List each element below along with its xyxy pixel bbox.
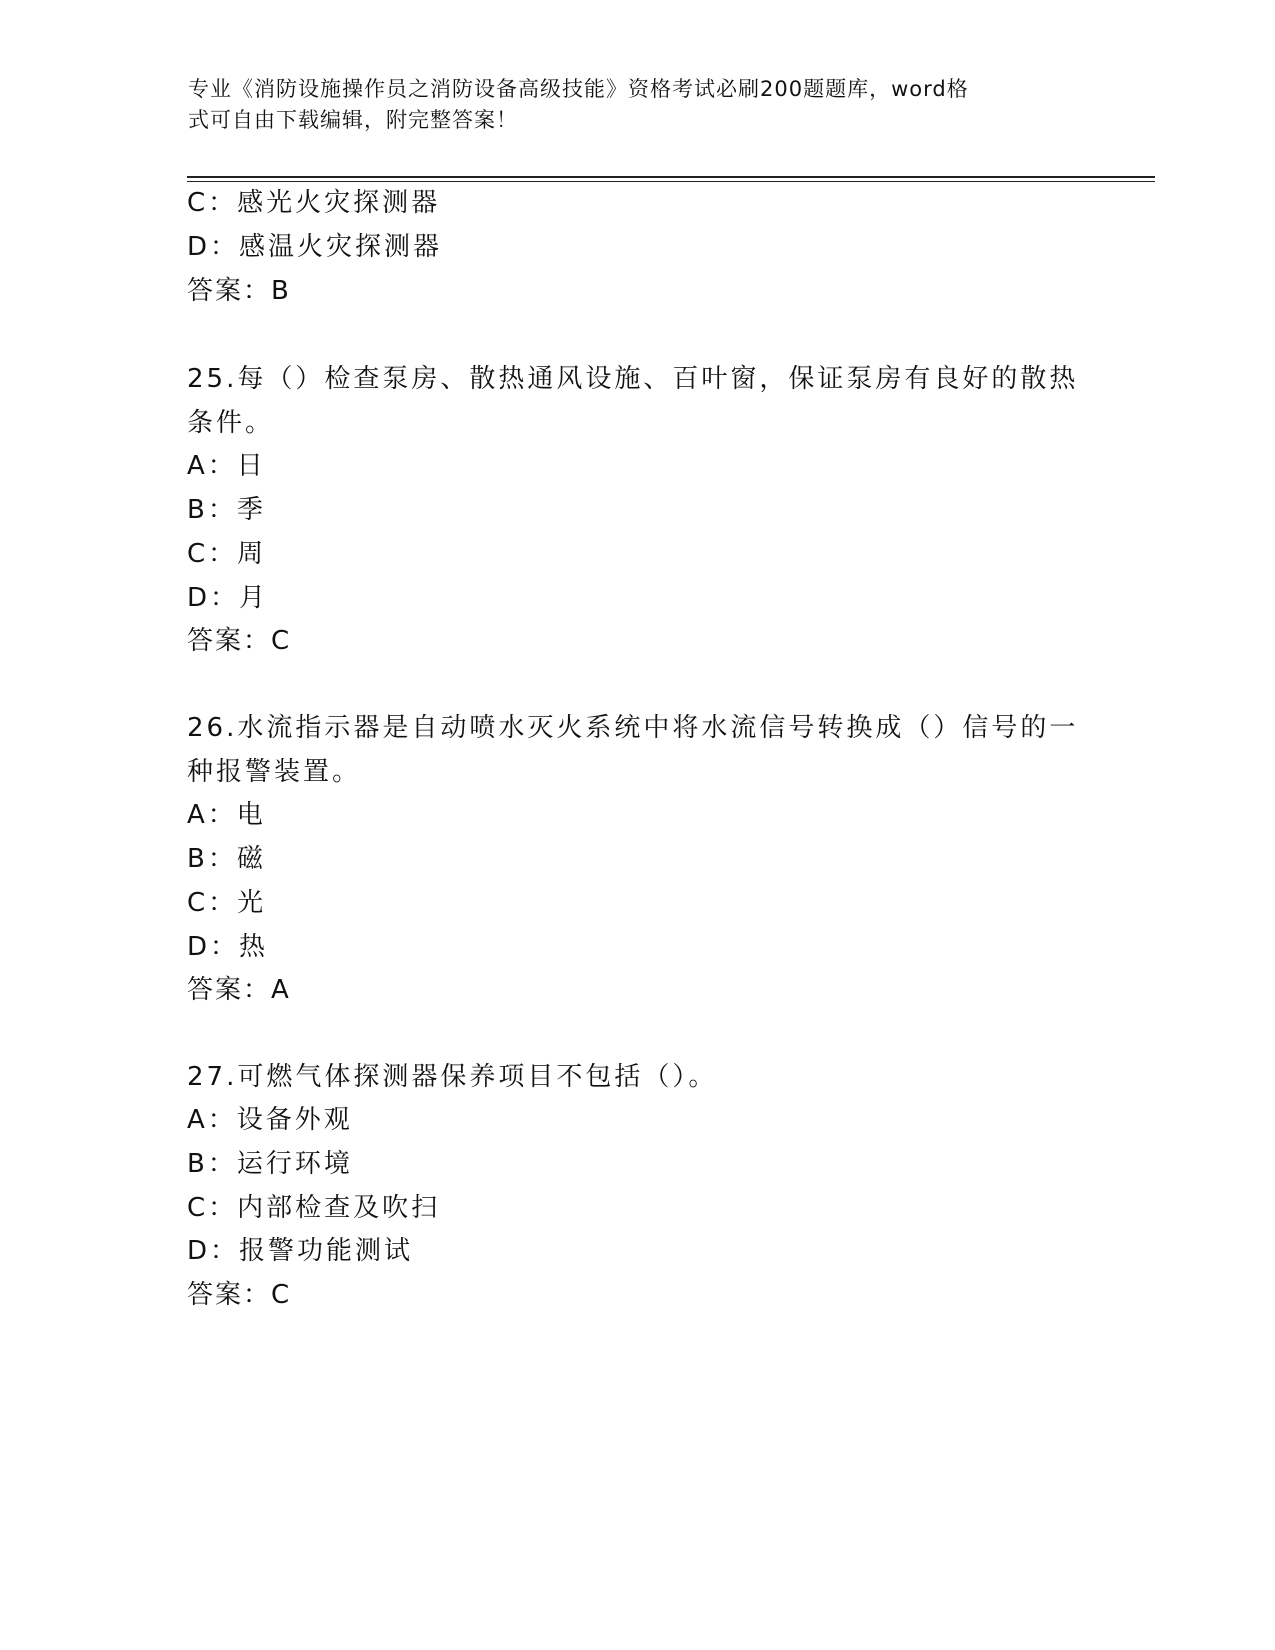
header-line-1: 专业《消防设施操作员之消防设备高级技能》资格考试必刷200题题库，word格 — [188, 77, 969, 101]
q25-option-c: C：周 — [187, 539, 267, 569]
q26-option-c: C：光 — [187, 888, 267, 918]
q27-answer: 答案：C — [187, 1280, 292, 1310]
header-line-2: 式可自由下载编辑，附完整答案！ — [188, 108, 518, 132]
q26-option-b: B：磁 — [187, 844, 266, 874]
q27-option-c: C：内部检查及吹扫 — [187, 1193, 441, 1223]
q27-option-b: B：运行环境 — [187, 1149, 353, 1179]
prev-answer: 答案：B — [187, 276, 291, 306]
q26-answer: 答案：A — [187, 975, 291, 1005]
q27-stem-line-1: 27.可燃气体探测器保养项目不包括（）。 — [187, 1062, 718, 1092]
q25-option-b: B：季 — [187, 495, 266, 525]
prev-option-c: C：感光火灾探测器 — [187, 188, 441, 218]
q27-option-d: D：报警功能测试 — [187, 1236, 414, 1266]
document-header — [188, 74, 1088, 136]
q26-stem-line-2: 种报警装置。 — [187, 757, 362, 787]
q25-option-d: D：月 — [187, 583, 269, 613]
header-divider-thick — [187, 176, 1155, 178]
q25-stem-line-1: 25.每（）检查泵房、散热通风设施、百叶窗，保证泵房有良好的散热 — [187, 364, 1079, 394]
q27-option-a: A：设备外观 — [187, 1105, 353, 1135]
header-divider-thin — [187, 181, 1155, 182]
q25-answer: 答案：C — [187, 626, 292, 656]
q26-stem-line-1: 26.水流指示器是自动喷水灭火系统中将水流信号转换成（）信号的一 — [187, 713, 1079, 743]
prev-option-d: D：感温火灾探测器 — [187, 232, 443, 262]
q25-stem-line-2: 条件。 — [187, 408, 275, 438]
q25-option-a: A：日 — [187, 451, 266, 481]
q26-option-d: D：热 — [187, 932, 269, 962]
q26-option-a: A：电 — [187, 800, 266, 830]
